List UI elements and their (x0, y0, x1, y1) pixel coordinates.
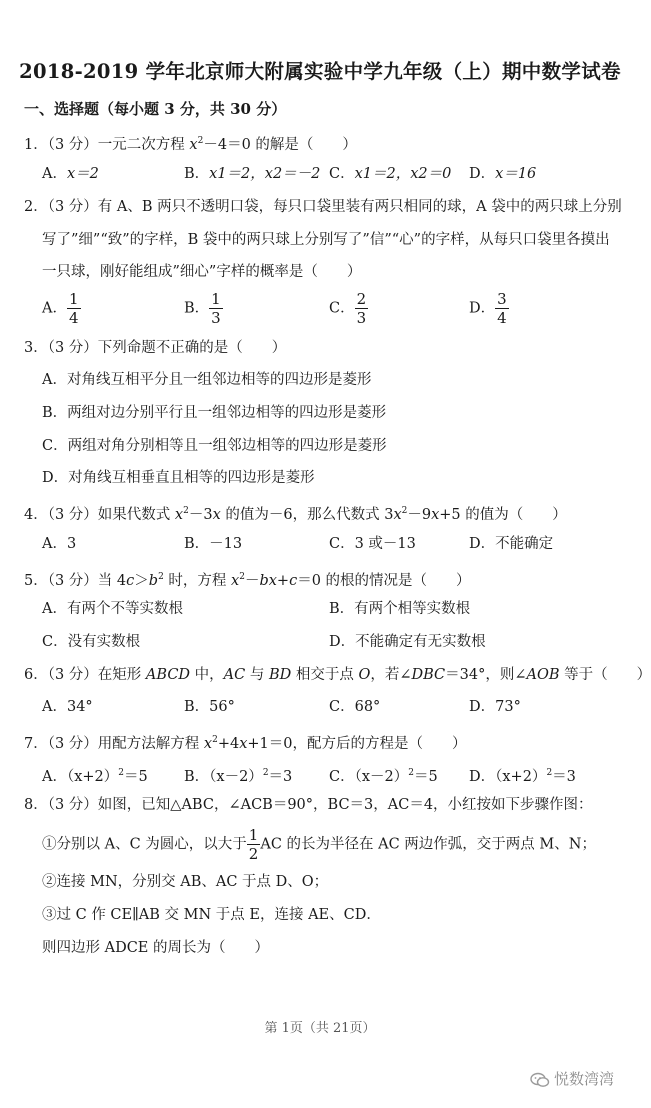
question-1-stem: 1．（3 分）一元二次方程 $x^2-4=0$ 的解是（ ） (24, 136, 357, 153)
question-8-step-3: ③过 C 作 CE∥AB 交 MN 于点 E，连接 AE、CD． (42, 907, 381, 923)
question-8-step-1: ①分别以 A、C 为圆心，以大于 $\frac{1}{2}$ AC 的长为半径在 AC 两边作弧，交于两点 M、N； (42, 826, 596, 863)
question-5-option-d: D．不能确定有无实数根 (329, 634, 486, 650)
page-title: 2018-2019 学年北京师大附属实验中学九年级（上）期中数学试卷 (19, 60, 621, 83)
question-4-stem: 4．（3 分）如果代数式 $x^2-3x$ 的值为－6，那么代数式 $3x^2-9x+5$ 的值为（ ） (24, 506, 567, 523)
question-7-option-c: C．$(x-2)^2=5$ (329, 768, 438, 785)
fraction: $\frac{1}{2}$ (248, 826, 259, 863)
question-5-option-c: C．没有实数根 (42, 634, 141, 650)
question-2-option-a: A． $\frac{1}{4}$ (42, 290, 79, 327)
question-3-option-b: B．两组对边分别平行且一组邻边相等的四边形是菱形 (42, 405, 387, 421)
section-heading: 一、选择题（每小题 3 分，共 30 分） (24, 100, 287, 118)
question-7-stem: 7．（3 分）用配方法解方程 $x^2+4x+1=0$，配方后的方程是（ ） (24, 735, 467, 752)
question-2-option-d: D． $\frac{3}{4}$ (469, 290, 507, 327)
question-3-option-d: D．对角线互相垂直且相等的四边形是菱形 (42, 470, 315, 486)
page-footer: 第 1页（共 21页） (264, 1021, 376, 1036)
question-4-option-a: A．3 (42, 536, 77, 552)
question-4-option-d: D．不能确定 (469, 536, 554, 552)
question-2-line-2: 写了”细”“致”的字样，B 袋中的两只球上分别写了”信”“心”的字样，从每只口袋里各摸出 (42, 232, 610, 248)
question-8-stem: 8．（3 分）如图，已知△ABC，∠ACB＝90°，BC＝3，AC＝4，小红按如下步骤作图： (24, 797, 593, 813)
watermark (530, 1068, 614, 1089)
question-5-option-b: B．有两个相等实数根 (329, 601, 471, 617)
fraction: $\frac{2}{3}$ (356, 290, 367, 327)
question-4-option-c: C．3 或－13 (329, 536, 416, 552)
question-6-option-b: B．56° (184, 699, 235, 715)
question-1-option-b: B．x1＝2，x2＝－2 (184, 166, 321, 182)
question-7-option-a: A．$(x+2)^2=5$ (42, 768, 148, 785)
question-7-option-b: B．$(x-2)^2=3$ (184, 768, 293, 785)
question-1-option-c: C．x1＝2，x2＝0 (329, 166, 452, 182)
question-5-option-a: A．有两个不等实数根 (42, 601, 183, 617)
question-2-line-1: 2．（3 分）有 A、B 两只不透明口袋，每只口袋里装有两只相同的球，A 袋中的两只球上分别 (24, 199, 622, 215)
question-2-line-3: 一只球，刚好能组成”细心”字样的概率是（ ） (42, 264, 362, 280)
fraction: $\frac{3}{4}$ (497, 290, 507, 327)
question-3-option-a: A．对角线互相平分且一组邻边相等的四边形是菱形 (42, 372, 372, 388)
question-3-option-c: C．两组对角分别相等且一组邻边相等的四边形是菱形 (42, 438, 387, 454)
question-2-option-c: C． $\frac{2}{3}$ (329, 290, 367, 327)
question-7-option-d: D．$(x+2)^2=3$ (469, 768, 576, 785)
fraction: $\frac{1}{3}$ (211, 290, 221, 327)
question-6-option-a: A．34° (42, 699, 93, 715)
question-2-option-b: B． $\frac{1}{3}$ (184, 290, 221, 327)
question-8-step-4: 则四边形 ADCE 的周长为（ ） (42, 940, 269, 956)
question-6-option-c: C．68° (329, 699, 381, 715)
question-8-step-2: ②连接 MN，分别交 AB、AC 于点 D、O； (42, 874, 329, 890)
wechat-icon (530, 1072, 550, 1088)
question-1-option-a: A．x＝2 (42, 166, 99, 182)
question-6-stem: 6．（3 分）在矩形 ABCD 中，AC 与 BD 相交于点 O，若∠DBC＝34°，则∠AOB 等于（ ） (24, 667, 651, 683)
question-5-stem: 5．（3 分）当 $4c>b^2$ 时，方程 $x^2-bx+c=0$ 的根的情况是（ ） (24, 572, 471, 589)
question-4-option-b: B．－13 (184, 536, 243, 552)
question-6-option-d: D．73° (469, 699, 521, 715)
question-1-option-d: D．x＝16 (469, 166, 537, 182)
question-3-stem: 3．（3 分）下列命题不正确的是（ ） (24, 340, 287, 356)
fraction: $\frac{1}{4}$ (68, 290, 79, 327)
watermark-text: 悦数湾湾 (554, 1070, 615, 1088)
